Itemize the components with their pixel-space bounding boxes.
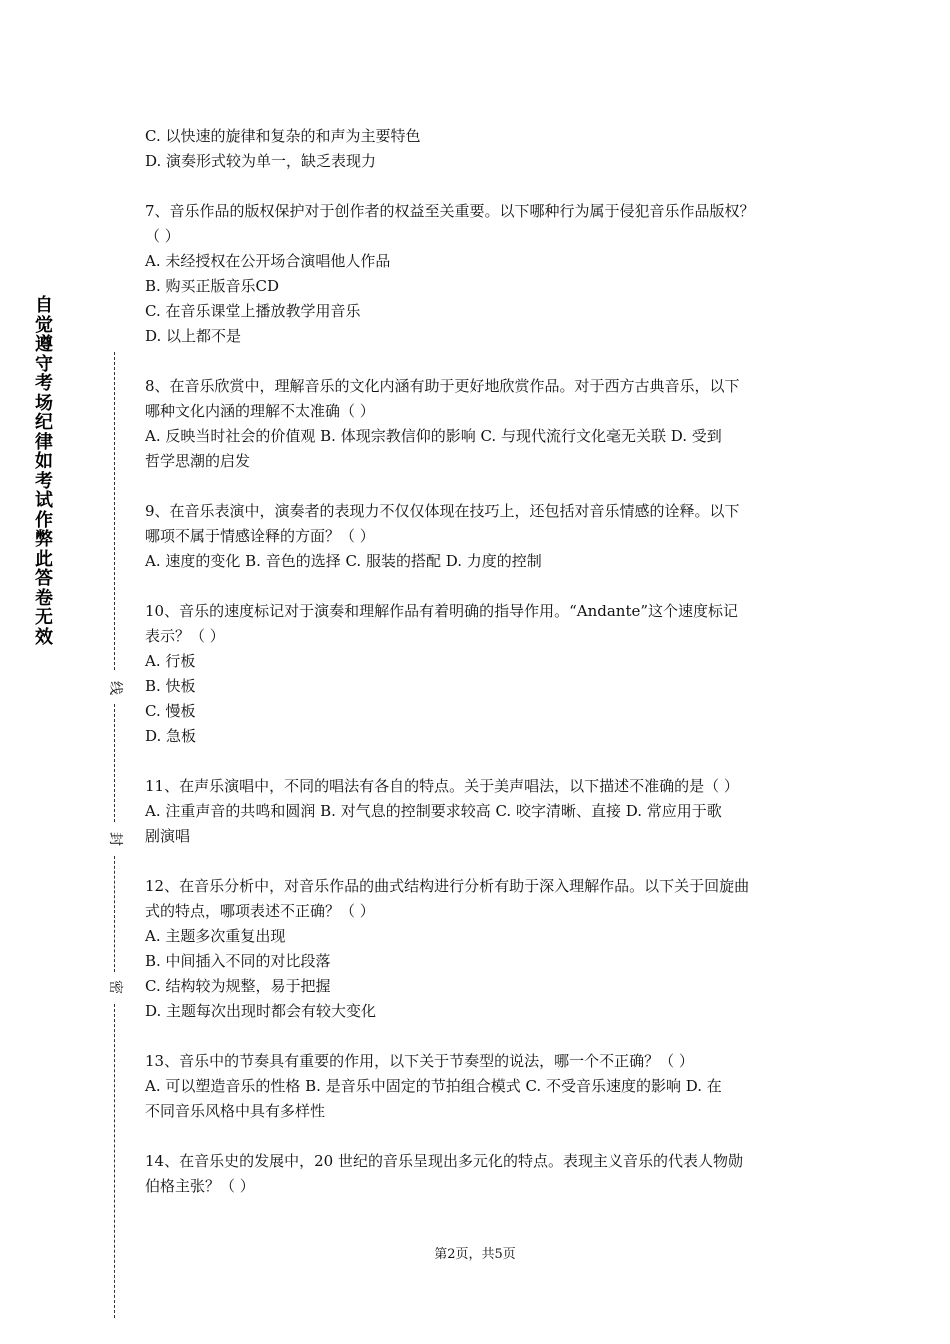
options-inline: 剧演唱 [145,827,191,845]
options-inline: A. 可以塑造音乐的性格 B. 是音乐中固定的节拍组合模式 C. 不受音乐速度的影响 D. 在 [145,1077,722,1095]
question-stem: 式的特点，哪项表述不正确？（ ） [145,902,375,920]
question-stem: 7、音乐作品的版权保护对于创作者的权益至关重要。以下哪种行为属于侵犯音乐作品版权？ [145,202,755,220]
option-c: C. 慢板 [145,702,196,720]
question-stem: 哪项不属于情感诠释的方面？（ ） [145,527,375,545]
options-inline: 不同音乐风格中具有多样性 [145,1102,326,1120]
question-stem: 13、音乐中的节奏具有重要的作用，以下关于节奏型的说法，哪一个不正确？（ ） [145,1052,694,1070]
options-inline: A. 反映当时社会的价值观 B. 体现宗教信仰的影响 C. 与现代流行文化毫无关联 D. 受到 [145,427,722,445]
page-number: 第2页，共5页 [434,1247,516,1262]
binding-mark-xian: 线 [107,681,123,695]
binding-mark-feng: 封 [107,832,123,846]
binding-dash-segment [114,1004,115,1318]
binding-line [102,352,128,1318]
binding-dash-segment [114,856,115,972]
option-c: C. 以快速的旋律和复杂的和声为主要特色 [145,127,421,145]
question-stem: 9、在音乐表演中，演奏者的表现力不仅仅体现在技巧上，还包括对音乐情感的诠释。以下 [145,502,740,520]
option-d: D. 急板 [145,727,197,745]
option-b: B. 中间插入不同的对比段落 [145,952,331,970]
question-stem: 14、在音乐史的发展中，20 世纪的音乐呈现出多元化的特点。表现主义音乐的代表人物勋 [145,1152,743,1170]
question-10 [145,599,817,749]
options-inline: A. 注重声音的共鸣和圆润 B. 对气息的控制要求较高 C. 咬字清晰、直接 D. 常应用于歌 [145,802,722,820]
question-7 [145,199,817,349]
option-a: A. 主题多次重复出现 [145,927,286,945]
exam-content [145,124,817,1224]
option-b: B. 快板 [145,677,196,695]
option-a: A. 行板 [145,652,196,670]
exam-discipline-warning: 自觉遵守考场纪律如考试作弊此答卷无效 [35,295,53,648]
binding-dash-segment [114,704,115,822]
options-inline: 哲学思潮的启发 [145,452,251,470]
option-c: C. 结构较为规整，易于把握 [145,977,331,995]
question-stem: 8、在音乐欣赏中，理解音乐的文化内涵有助于更好地欣赏作品。对于西方古典音乐，以下 [145,377,740,395]
question-stem: 11、在声乐演唱中，不同的唱法有各自的特点。关于美声唱法，以下描述不准确的是（ ） [145,777,739,795]
binding-mark-mi: 密 [107,980,123,994]
question-stem: 表示？（ ） [145,627,225,645]
question-stem: （ ） [145,227,180,245]
binding-dash-segment [114,352,115,670]
question-6-continued [145,124,817,174]
question-14 [145,1149,817,1199]
option-d: D. 以上都不是 [145,327,242,345]
question-12 [145,874,817,1024]
question-9 [145,499,817,574]
option-b: B. 购买正版音乐CD [145,277,280,295]
question-13 [145,1049,817,1124]
option-d: D. 主题每次出现时都会有较大变化 [145,1002,377,1020]
option-a: A. 未经授权在公开场合演唱他人作品 [145,252,391,270]
options-inline: A. 速度的变化 B. 音色的选择 C. 服装的搭配 D. 力度的控制 [145,552,542,570]
option-d: D. 演奏形式较为单一，缺乏表现力 [145,152,377,170]
option-c: C. 在音乐课堂上播放教学用音乐 [145,302,361,320]
question-8 [145,374,817,474]
question-stem: 伯格主张？（ ） [145,1177,255,1195]
question-stem: 12、在音乐分析中，对音乐作品的曲式结构进行分析有助于深入理解作品。以下关于回旋曲 [145,877,750,895]
question-stem: 哪种文化内涵的理解不太准确（ ） [145,402,375,420]
question-11 [145,774,817,849]
question-stem: 10、音乐的速度标记对于演奏和理解作品有着明确的指导作用。“Andante”这个速度标记 [145,602,739,620]
